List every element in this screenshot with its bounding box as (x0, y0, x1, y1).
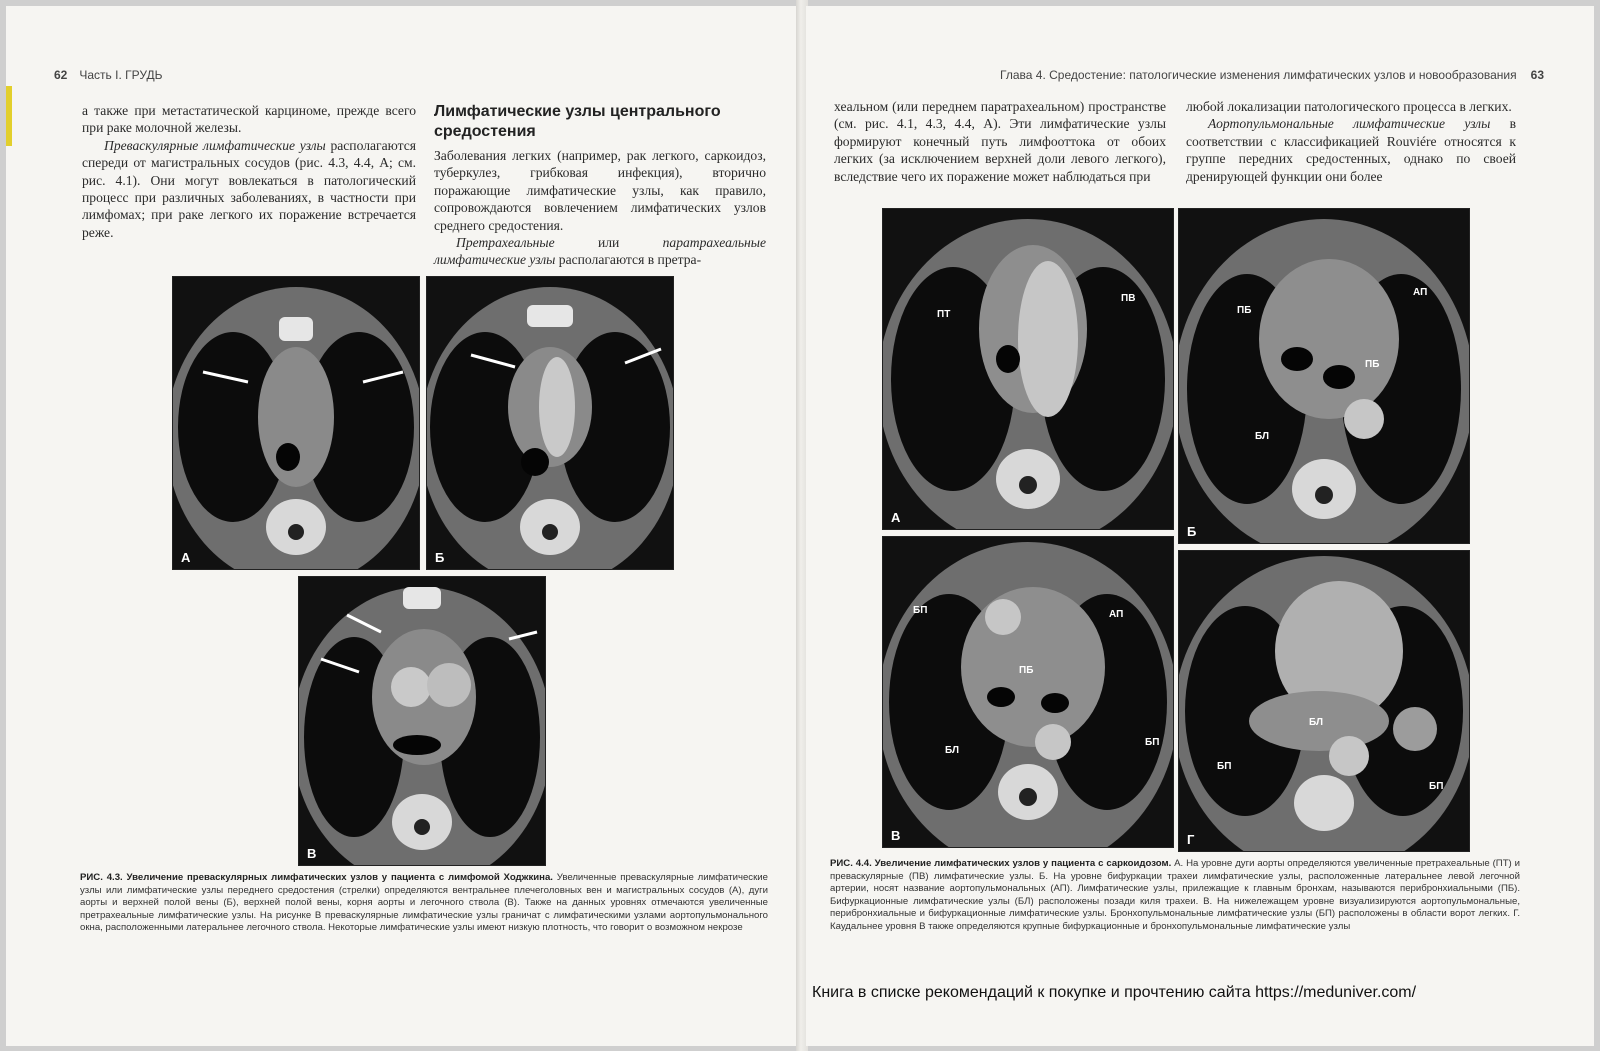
left-page (6, 6, 798, 1046)
panel-letter: В (307, 846, 317, 861)
ct-image-4-4-v (882, 536, 1174, 848)
page-number-right: 63 (1530, 68, 1544, 82)
ct-image-4-3-v (298, 576, 546, 866)
panel-letter: А (181, 550, 191, 565)
paragraph: а также при метастатической карциноме, прежде всего при раке молочной железы. (82, 103, 416, 136)
right-col-1 (834, 98, 1166, 185)
page-number-left: 62 (54, 68, 68, 82)
anatomy-label: АП (1109, 609, 1124, 620)
paragraph: любой локализации патологического процесса в легких. (1186, 99, 1512, 114)
figure-caption-4-3 (80, 872, 768, 935)
term-italic: Аортопульмональные лимфатические узлы (1208, 116, 1491, 132)
anatomy-label: ПТ (937, 309, 951, 320)
left-col-2 (434, 102, 766, 269)
right-col-2 (1186, 98, 1516, 185)
running-head-left (54, 68, 162, 82)
page-edge-marker (6, 86, 12, 146)
paragraph: хеальном (или переднем паратрахеальном) пространстве (см. рис. 4.1, 4.3, 4.4, А). Эти лимфатические узлы формируют конечный путь лимфооттока от обоих легких (за исключением верхней доли левого легкого), вследствие чего их поражение может наблюдаться при (834, 99, 1166, 184)
running-head-text-left: Часть I. ГРУДЬ (79, 68, 163, 82)
paragraph: Заболевания легких (например, рак легкого, саркоидоз, туберкулез, грибковая инфекция), вторично поражающие лимфатические узлы, как правило, сопровождаются вовлечением лимфатических узлов среднего средостения. (434, 148, 766, 233)
paragraph: Аортопульмональные лимфатические узлы в соответствии с классификацией Rouviére относятся к группе передних средостенных, однако по своей дренирующей функции они более (1186, 116, 1516, 184)
term-italic: Преваскулярные лимфатические узлы (104, 137, 326, 153)
panel-letter: Г (1187, 832, 1195, 847)
ct-scan-graphic (1179, 209, 1469, 543)
anatomy-label: БП (1429, 781, 1444, 792)
ct-scan-graphic (883, 209, 1173, 529)
anatomy-label: БЛ (1255, 431, 1269, 442)
ct-image-4-3-a (172, 276, 420, 570)
panel-letter: В (891, 828, 901, 843)
section-heading: Лимфатические узлы центрального средостения (434, 103, 721, 140)
anatomy-label: БП (1217, 761, 1232, 772)
ct-scan-graphic (427, 277, 673, 569)
anatomy-label: БЛ (945, 745, 959, 756)
paragraph: Преваскулярные лимфатические узлы располагаются спереди от магистральных сосудов (рис. 4.3, 4.4, А; см. рис. 4.1). Они могут вовлекаться в патологический процесс при различных заболеваниях, в частности при лимфомах; при раке легкого их поражение встречается реже. (82, 137, 416, 240)
caption-title: РИС. 4.3. Увеличение преваскулярных лимфатических узлов у пациента с лимфомой Ходжкина. (80, 872, 553, 883)
right-page (806, 6, 1594, 1046)
watermark-text: Книга в списке рекомендаций к покупке и прочтению сайта https://meduniver.com/ (812, 984, 1417, 1001)
ct-scan-graphic (1179, 551, 1469, 851)
ct-scan-graphic (883, 537, 1173, 847)
left-col-1 (82, 102, 416, 241)
anatomy-label: БЛ (1309, 717, 1323, 728)
caption-body: Увеличенные преваскулярные лимфатические узлы или лимфатические узлы переднего средостения (стрелки) определяются вентральнее плечеголовных вен и магистральных сосудов (А), дуги аорты и верхней полой вены (Б), верхней полой вены, корня аорты и легочного ствола (В). Также на данных уровнях отмечаются увеличенные претрахеальные лимфатические узлы. На рисунке В преваскулярные лимфатические узлы граничат с лимфатическими узлами аортопульмонального окна, расположенными латеральнее легочного ствола. Некоторые лимфатические узлы имеют низкую плотность, что говорит о возможном некрозе (80, 872, 768, 934)
caption-body: А. На уровне дуги аорты определяются увеличенные претрахеальные (ПТ) и преваскулярные (ПВ) лимфатические узлы. Б. На уровне бифуркации трахеи лимфатические узлы, расположенные латеральнее левой легочной артерии, носят название аортопульмональных (АП). Лимфатические узлы, прилежащие к главным бронхам, называются перибронхиальными (ПБ). Бифуркационные лимфатические узлы (БЛ) расположены позади киля трахеи. В. На нижележащем уровне визуализируются аортопульмональные, перибронхиальные и бифуркационные лимфатические узлы. Бронхопульмональные лимфатические узлы (БП) расположены в области ворот легких. Г. Каудальнее уровня В также определяются крупные бифуркационные и бронхопульмональные лимфатические узлы (830, 858, 1520, 932)
running-head-right (982, 68, 1544, 82)
anatomy-label: БП (1145, 737, 1160, 748)
anatomy-label: АП (1413, 287, 1428, 298)
ct-image-4-4-a (882, 208, 1174, 530)
ct-image-4-4-b (1178, 208, 1470, 544)
running-head-text-right: Глава 4. Средостение: патологические изменения лимфатических узлов и новообразования (1000, 68, 1517, 82)
caption-title: РИС. 4.4. Увеличение лимфатических узлов у пациента с саркоидозом. (830, 858, 1172, 869)
ct-image-4-4-g (1178, 550, 1470, 852)
anatomy-label: ПБ (1019, 665, 1034, 676)
ct-scan-graphic (299, 577, 545, 865)
ct-image-4-3-b (426, 276, 674, 570)
panel-letter: Б (435, 550, 445, 565)
anatomy-label: ПБ (1237, 305, 1252, 316)
panel-letter: А (891, 510, 901, 525)
anatomy-label: БП (913, 605, 928, 616)
paragraph: Претрахеальные или паратрахеальные лимфатические узлы располагаются в претра- (434, 235, 766, 268)
figure-caption-4-4 (830, 858, 1520, 934)
ct-scan-graphic (173, 277, 419, 569)
panel-letter: Б (1187, 524, 1197, 539)
anatomy-label: ПВ (1121, 293, 1136, 304)
anatomy-label: ПБ (1365, 359, 1380, 370)
